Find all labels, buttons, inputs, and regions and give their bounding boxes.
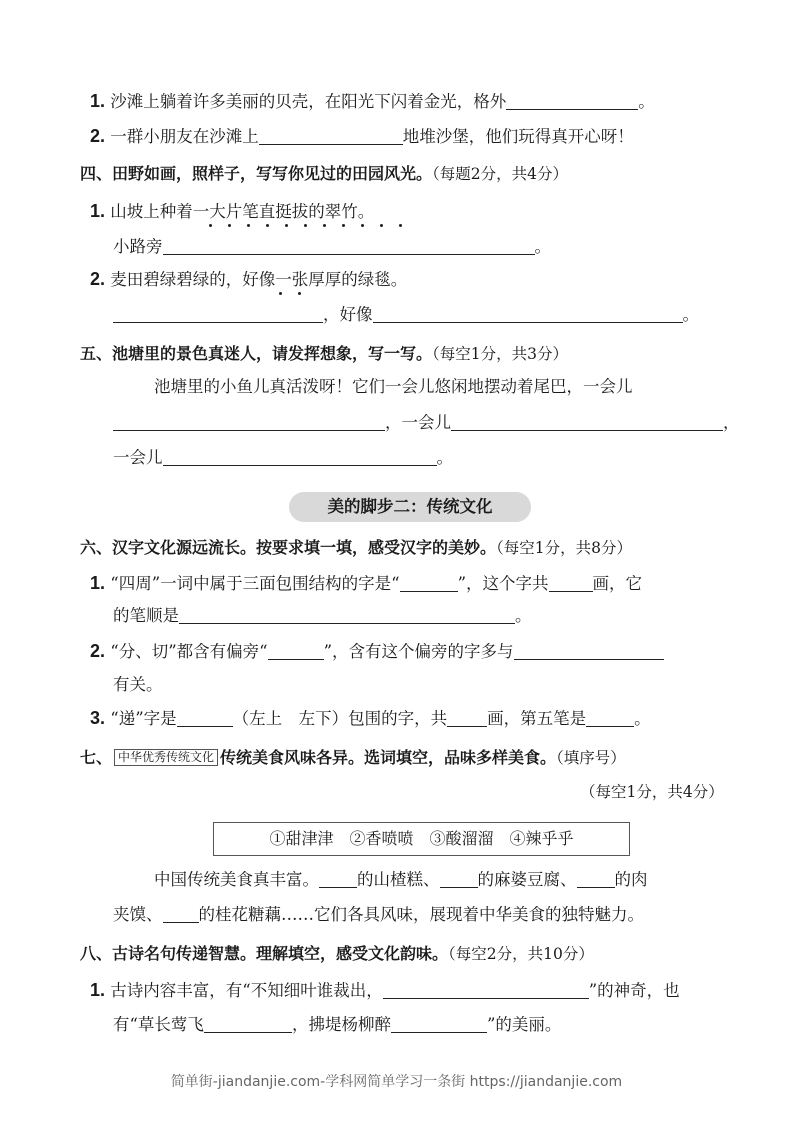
question-text: 地堆沙堡，他们玩得真开心呀！ bbox=[402, 127, 634, 146]
section-number: 七、 bbox=[80, 748, 113, 767]
passage-text: 的肉 bbox=[614, 870, 648, 889]
answer-blank[interactable] bbox=[440, 869, 478, 888]
section7-paragraph-line2 bbox=[113, 904, 644, 926]
section8-heading bbox=[80, 943, 594, 965]
section-title: 传统美食风味各异。选词填空，品味多样美食。 bbox=[220, 748, 557, 767]
q6-1 bbox=[90, 572, 642, 595]
score-info: （每题2分，共4分） bbox=[432, 165, 568, 183]
passage-text: 夹馍、 bbox=[113, 905, 163, 924]
punct: 。 bbox=[534, 237, 551, 256]
word-bank: ①甜津津 ②香喷喷 ③酸溜溜 ④辣乎乎 bbox=[213, 822, 630, 856]
section5-heading bbox=[80, 343, 568, 365]
score-info: （每空2分，共10分） bbox=[448, 945, 594, 963]
answer-blank[interactable] bbox=[451, 412, 723, 431]
punct: 。 bbox=[634, 709, 651, 728]
section5-paragraph: 池塘里的小鱼儿真活泼呀！它们一会儿悠闲地摆动着尾巴，一会儿 bbox=[154, 377, 633, 396]
punct: 。 bbox=[436, 448, 453, 467]
score-info: （每空1分，共4分） bbox=[580, 783, 724, 801]
answer-blank[interactable] bbox=[319, 869, 357, 888]
question-text: “四周”一词中属于三面包围结构的字是“ bbox=[110, 574, 400, 593]
question-number: 1. bbox=[90, 573, 106, 593]
section7-score bbox=[580, 781, 724, 803]
question-number: 2. bbox=[90, 269, 106, 289]
question-text: ，拂堤杨柳醉 bbox=[291, 1015, 391, 1034]
footer-watermark: 简单街-jiandanjie.com-学科网简单学习一条街 https://jiandanjie.com bbox=[170, 1074, 623, 1090]
prompt-text: ，一会儿 bbox=[385, 413, 451, 432]
unit-banner: 美的脚步二：传统文化 bbox=[289, 492, 531, 522]
question-text: “递”字是 bbox=[110, 709, 177, 728]
passage-text: 的桂花糖藕……它们各具风味，展现着中华美食的独特魅力。 bbox=[198, 905, 644, 924]
question-number: 2. bbox=[90, 126, 106, 146]
answer-blank[interactable] bbox=[506, 91, 638, 110]
question-text: “分、切”都含有偏旁“ bbox=[110, 642, 268, 661]
answer-blank[interactable] bbox=[383, 980, 589, 999]
answer-blank[interactable] bbox=[577, 869, 615, 888]
answer-blank[interactable] bbox=[113, 412, 385, 431]
example-sentence: 麦田碧绿碧绿的，好像一张厚厚的绿毯。 bbox=[110, 270, 408, 289]
section-title: 八、古诗名句传递智慧。理解填空，感受文化韵味。 bbox=[80, 944, 449, 963]
prompt-text: 小路旁 bbox=[113, 237, 163, 256]
question-number: 1. bbox=[90, 91, 106, 111]
question-text: 一群小朋友在沙滩上 bbox=[110, 127, 259, 146]
punct: ， bbox=[723, 413, 740, 432]
prompt-text: ，好像 bbox=[323, 305, 373, 324]
question-number: 3. bbox=[90, 708, 106, 728]
score-info: （每空1分，共8分） bbox=[496, 539, 632, 557]
question-text: ”的美丽。 bbox=[486, 1015, 562, 1034]
section5-line3 bbox=[113, 447, 453, 469]
q4-1-answer bbox=[113, 236, 551, 258]
score-info: （每空1分，共3分） bbox=[432, 345, 568, 363]
section7-heading bbox=[80, 747, 626, 769]
question-number: 1. bbox=[90, 201, 106, 221]
punct: 。 bbox=[515, 606, 532, 625]
question-number: 2. bbox=[90, 641, 106, 661]
answer-blank[interactable] bbox=[373, 304, 683, 323]
prompt-text: 的笔顺是 bbox=[113, 606, 179, 625]
q3-2 bbox=[90, 125, 634, 148]
q6-2 bbox=[90, 640, 664, 663]
q6-3 bbox=[90, 707, 651, 730]
answer-blank[interactable] bbox=[586, 708, 634, 727]
punct: 。 bbox=[682, 305, 699, 324]
question-text: ”，含有这个偏旁的字多与 bbox=[323, 642, 514, 661]
question-text: 沙滩上躺着许多美丽的贝壳，在阳光下闪着金光，格外 bbox=[110, 92, 507, 111]
passage-text: 的麻婆豆腐、 bbox=[477, 870, 577, 889]
section6-heading bbox=[80, 537, 632, 559]
passage-text: 的山楂糕、 bbox=[357, 870, 440, 889]
question-text: 古诗内容丰富，有“不知细叶谁裁出， bbox=[110, 981, 383, 1000]
answer-blank[interactable] bbox=[447, 708, 487, 727]
q6-2-line2: 有关。 bbox=[113, 675, 163, 694]
question-text: 画，它 bbox=[592, 574, 643, 593]
answer-blank[interactable] bbox=[113, 304, 323, 323]
q8-1-line2 bbox=[113, 1014, 561, 1036]
passage-text: 中国传统美食真丰富。 bbox=[154, 870, 319, 889]
category-tag: 中华优秀传统文化 bbox=[114, 749, 218, 766]
section-title: 五、池塘里的景色真迷人，请发挥想象，写一写。 bbox=[80, 344, 433, 363]
answer-blank[interactable] bbox=[163, 236, 535, 255]
question-text: （左上 左下）包围的字，共 bbox=[232, 709, 448, 728]
prompt-text: 一会儿 bbox=[113, 448, 163, 467]
question-text: 画，第五笔是 bbox=[487, 709, 587, 728]
answer-blank[interactable] bbox=[163, 447, 437, 466]
question-text: ”，这个字共 bbox=[457, 574, 549, 593]
q4-2-example bbox=[90, 268, 407, 291]
question-text: 有“草长莺飞 bbox=[113, 1015, 204, 1034]
example-sentence: 山坡上种着一大片笔直挺拔的翠竹。 bbox=[110, 202, 375, 221]
section5-line2 bbox=[113, 412, 740, 434]
answer-blank[interactable] bbox=[268, 641, 324, 660]
q8-1 bbox=[90, 979, 680, 1002]
answer-blank[interactable] bbox=[391, 1014, 487, 1033]
q4-1-example bbox=[90, 200, 374, 223]
question-text: ”的神奇，也 bbox=[588, 981, 680, 1000]
section7-paragraph-line1 bbox=[154, 869, 648, 891]
section-title: 六、汉字文化源远流长。按要求填一填，感受汉字的美妙。 bbox=[80, 538, 497, 557]
punct: 。 bbox=[638, 92, 655, 111]
question-number: 1. bbox=[90, 980, 106, 1000]
q3-1 bbox=[90, 90, 655, 113]
answer-blank[interactable] bbox=[514, 641, 664, 660]
instruction-note: （填序号） bbox=[556, 749, 626, 767]
answer-blank[interactable] bbox=[259, 126, 403, 145]
answer-blank[interactable] bbox=[549, 573, 593, 592]
answer-blank[interactable] bbox=[179, 605, 515, 624]
q6-1-line2 bbox=[113, 605, 532, 627]
answer-blank[interactable] bbox=[163, 904, 199, 923]
answer-blank[interactable] bbox=[400, 573, 458, 592]
answer-blank[interactable] bbox=[204, 1014, 292, 1033]
q4-2-answer bbox=[113, 304, 699, 326]
answer-blank[interactable] bbox=[177, 708, 233, 727]
section4-heading bbox=[80, 163, 568, 185]
section-title: 四、田野如画，照样子，写写你见过的田园风光。 bbox=[80, 164, 433, 183]
